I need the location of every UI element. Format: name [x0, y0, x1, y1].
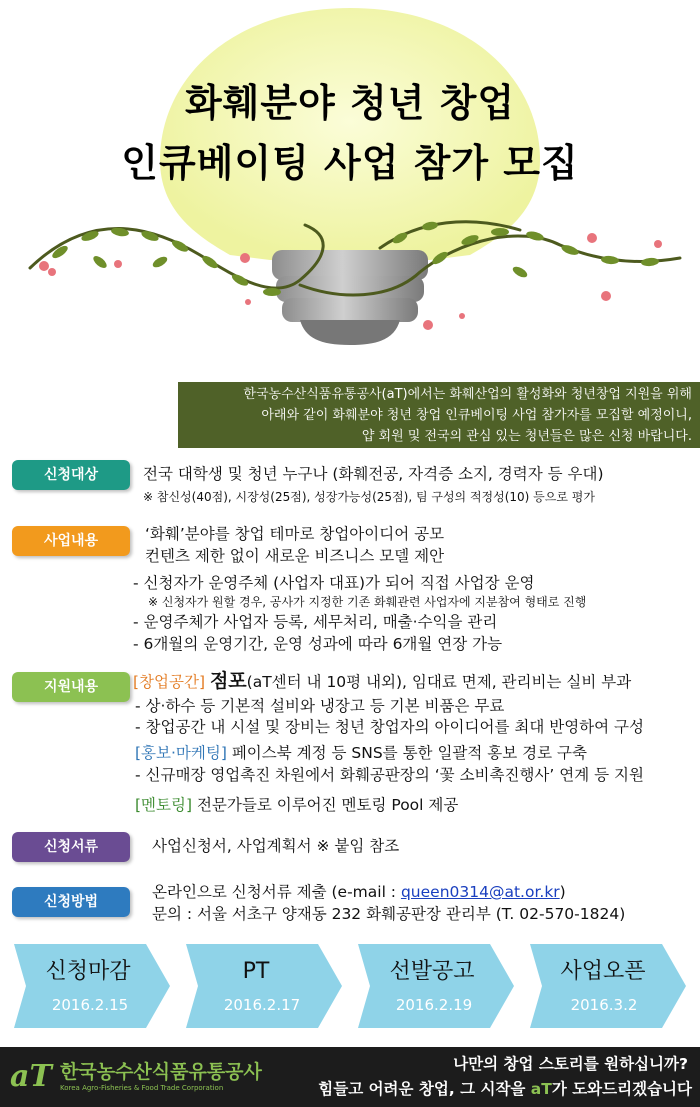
space-big: 점포	[209, 670, 247, 692]
step-2-date: 2016.2.17	[223, 996, 301, 1014]
step-1	[14, 944, 170, 1028]
space-tag: [창업공간]	[133, 673, 205, 691]
step-4-label: 사업오픈	[560, 959, 646, 984]
intro-line1: 한국농수산식품유통공사(aT)에서는 화훼산업의 활성화와 청년창업 지원을 위해	[243, 387, 692, 402]
process-steps	[0, 940, 700, 1032]
step-1-label: 신청마감	[45, 959, 131, 984]
business-line3: - 신청자가 운영주체 (사업자 대표)가 되어 직접 사업장 운영	[133, 574, 535, 592]
step-3-label: 선발공고	[389, 959, 475, 984]
slogan2-pre: 힘들고 어려운 창업, 그 시작을	[318, 1080, 531, 1098]
footer-bar	[0, 1047, 700, 1107]
page-title-line2: 인큐베이팅 사업 참가 모집	[121, 141, 579, 185]
support-space-line3: - 창업공간 내 시설 및 장비는 청년 창업자의 아이디어를 최대 반영하여 구성	[135, 718, 644, 736]
business-line4: - 운영주체가 사업자 등록, 세무처리, 매출·수익을 관리	[133, 613, 498, 631]
promo-rest: 페이스북 계정 등 SNS를 통한 일괄적 홍보 경로 구축	[226, 744, 587, 762]
documents-label: 신청서류	[12, 832, 130, 862]
slogan2-post: 가 도와드리겠습니다	[551, 1080, 692, 1098]
support-space-line1	[133, 671, 631, 693]
space-rest: (aT센터 내 10평 내외), 임대료 면제, 관리비는 실비 부과	[246, 673, 632, 691]
method-line2: 문의 : 서울 서초구 양재동 232 화훼공판장 관리부 (T. 02-570-1824)	[152, 905, 626, 923]
step-2	[186, 944, 342, 1028]
support-space-line2: - 상·하수 등 기본적 설비와 냉장고 등 기본 비품은 무료	[135, 697, 505, 715]
method-line1	[152, 882, 566, 903]
step-4-date: 2016.3.2	[570, 996, 638, 1014]
support-promo-line2: - 신규매장 영업촉진 차원에서 화훼공판장의 ‘꽃 소비촉진행사’ 연계 등 지원	[135, 766, 644, 784]
slogan-line2	[318, 1077, 692, 1099]
business-line1: ‘화훼’분야를 창업 테마로 창업아이디어 공모	[145, 525, 445, 543]
business-label: 사업내용	[12, 526, 130, 556]
mentor-rest: 전문가들로 이루어진 멘토링 Pool 제공	[192, 796, 459, 814]
step-3	[358, 944, 514, 1028]
step-2-label: PT	[242, 959, 270, 984]
business-line2: 컨텐츠 제한 없이 새로운 비즈니스 모델 제안	[145, 547, 445, 565]
intro-line3: 얍 회원 및 전국의 관심 있는 청년들은 많은 신청 바랍니다.	[361, 429, 692, 444]
support-mentor-line	[135, 795, 458, 816]
email-link[interactable]: queen0314@at.or.kr	[400, 883, 560, 901]
method-line1-post: )	[559, 883, 566, 901]
step-1-date: 2016.2.15	[51, 996, 129, 1014]
intro-line2: 아래와 같이 화훼분야 청년 창업 인큐베이팅 사업 참가자를 모집할 예정이니,	[261, 408, 692, 423]
method-label: 신청방법	[12, 887, 130, 917]
at-logo-mark: aT	[10, 1059, 52, 1094]
step-3-date: 2016.2.19	[395, 996, 473, 1014]
intro-box	[178, 382, 700, 448]
target-label: 신청대상	[12, 460, 130, 490]
support-promo-line1	[135, 743, 587, 764]
target-note: ※ 참신성(40점), 시장성(25점), 성장가능성(25점), 팀 구성의 적정성(10) 등으로 평가	[143, 490, 595, 504]
support-label: 지원내용	[12, 672, 130, 702]
slogan2-mark: aT	[530, 1080, 552, 1098]
org-name-en: Korea Agro-Fisheries & Food Trade Corporation	[60, 1084, 224, 1092]
page-title-line1: 화훼분야 청년 창업	[184, 81, 516, 125]
promo-tag: [홍보·마케팅]	[135, 744, 227, 762]
step-4	[530, 944, 686, 1028]
target-line1: 전국 대학생 및 청년 누구나 (화훼전공, 자격증 소지, 경력자 등 우대)	[143, 465, 604, 483]
lightbulb-illustration	[0, 0, 700, 380]
mentor-tag: [멘토링]	[135, 796, 193, 814]
business-note: ※ 신청자가 원할 경우, 공사가 지정한 기존 화훼관련 사업자에 지분참여 형태로 진행	[148, 595, 587, 609]
business-line5: - 6개월의 운영기간, 운영 성과에 따라 6개월 연장 가능	[133, 635, 503, 653]
method-line1-pre: 온라인으로 신청서류 제출 (e-mail :	[152, 883, 401, 901]
org-name: 한국농수산식품유통공사	[60, 1061, 262, 1083]
slogan-line1: 나만의 창업 스토리를 원하십니까?	[453, 1055, 688, 1073]
documents-line1: 사업신청서, 사업계획서 ※ 붙임 참조	[152, 837, 400, 855]
